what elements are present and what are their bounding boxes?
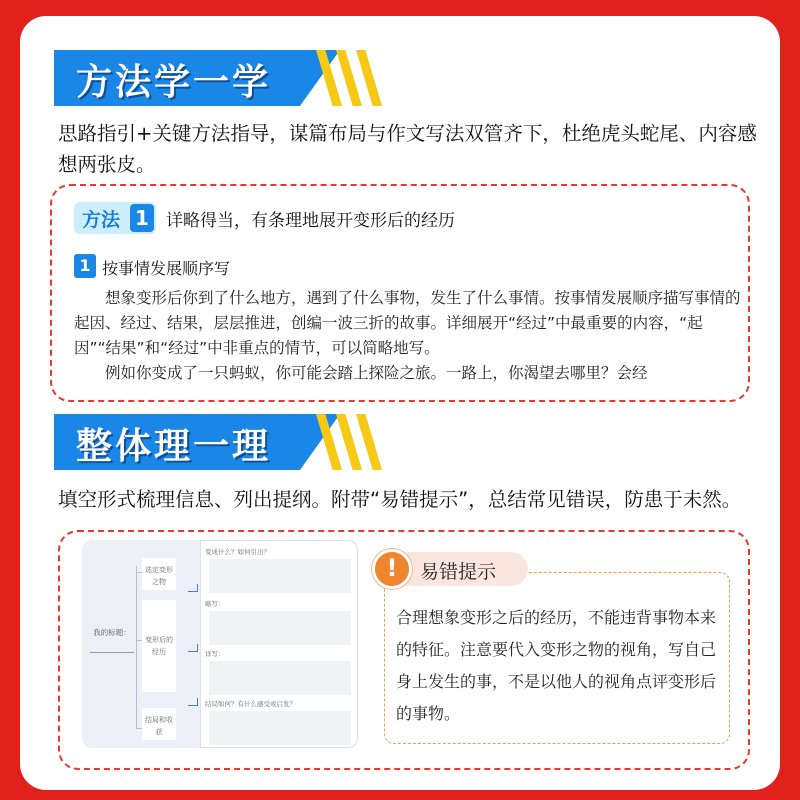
method-tag: [74, 202, 156, 234]
tip-text: 合理想象变形之后的经历，不能违背事物本来的特征。注意要代入变形之物的视角，写自己身上发生的事，不是以他人的视角点评变形后的事物。: [396, 608, 717, 723]
mindmap-blank: [209, 711, 351, 745]
mindmap-branch: 结局和收获: [142, 708, 176, 740]
section-lead: 填空形式梳理信息、列出提纲。附带“易错提示”，总结常见错误，防患于未然。: [58, 488, 742, 511]
mindmap-blank: [209, 661, 351, 695]
banner-stripe: [336, 50, 362, 106]
step-title: 按事情发展顺序写: [102, 259, 231, 278]
mindmap-root-underline: [90, 652, 134, 653]
mindmap-prompt: 略写：: [205, 600, 225, 608]
section-banner-method: [54, 50, 374, 106]
mindmap-prompt: 结局如何？有什么感受或启发？: [205, 700, 296, 708]
mindmap-connector: [188, 698, 198, 706]
section-title: 整体理一理: [76, 426, 272, 467]
mindmap-branch: 变形后的经历: [142, 600, 176, 692]
mindmap-root: 我的标题：: [93, 628, 131, 637]
mindmap-connector: [188, 644, 198, 652]
mindmap-blank: [209, 559, 351, 593]
method-description: 详略得当，有条理地展开变形后的经历: [166, 211, 455, 231]
mindmap-connector: [188, 584, 198, 592]
method-paragraph: 例如你变成了一只蚂蚁，你可能会踏上探险之旅。一路上，你渴望去哪里？会经: [105, 364, 648, 382]
banner-stripe: [336, 414, 362, 470]
mindmap-blank: [209, 611, 351, 645]
mindmap-branch: 选定变形之物: [142, 558, 176, 590]
mindmap-prompt: 详写：: [205, 650, 225, 658]
method-paragraph: 想象变形后你到了什么地方，遇到了什么事物，发生了什么事情。按事情发展顺序描写事情的起因、经过、结果，层层推进，创编一波三折的故事。详细展开“经过”中最重要的内容，“起因”“结果”和“经过”中非重点的情节，可以简略地写。: [74, 289, 741, 357]
step-number: 1: [74, 254, 96, 278]
mindmap-connector: [136, 566, 137, 728]
tip-label: 易错提示: [420, 561, 497, 583]
section-title: 方法学一学: [76, 62, 272, 103]
warning-icon: !: [372, 549, 412, 589]
method-number: 1: [130, 204, 154, 232]
mindmap-preview: [82, 540, 358, 748]
method-tag-label: 方法: [82, 209, 121, 231]
mindmap-panel: [200, 540, 358, 748]
section-lead: 思路指引+关键方法指导，谋篇布局与作文写法双管齐下，杜绝虎头蛇尾、内容感想两张皮。: [58, 122, 757, 176]
section-banner-outline: [54, 414, 374, 470]
mindmap-prompt: 变成什么？如何引出？: [205, 548, 270, 556]
